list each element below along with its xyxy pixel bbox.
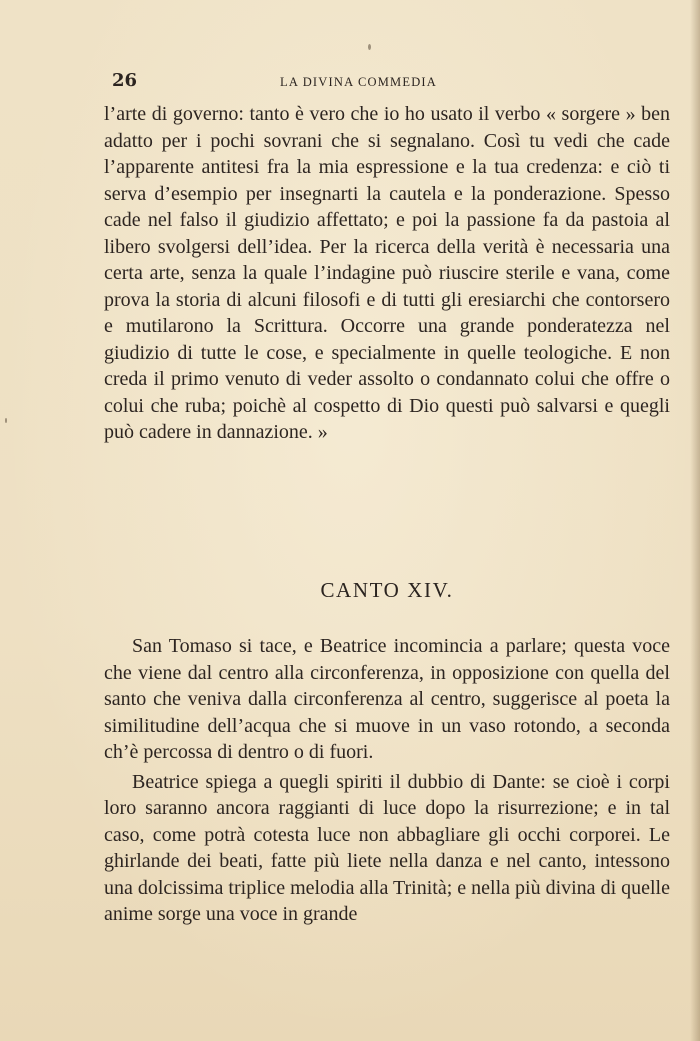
running-header (112, 70, 672, 96)
text-block-canto-summary (104, 633, 670, 928)
paragraph: Beatrice spiega a quegli spiriti il dubbio di Dante: se cioè i corpi loro saranno ancora raggianti di luce dopo la risurrezione; e in tal caso, come potrà cotesta luce non abbagliare gli occhi corporei. Le ghirlande dei beati, fatte più liete nella danza e nel canto, intessono una dolcissima triplice melodia alla Trinità; e nella più divina di quelle anime sorge una voce in grande (104, 770, 670, 925)
paragraph-continued: l’arte di governo: tanto è vero che io ho usato il verbo « sorgere » ben adatto per i pochi sovrani che si segnalano. Così tu vedi che cade l’apparente antitesi fra la mia espressione e la tua credenza: e ciò ti serva d’esempio per insegnarti la cautela e la ponderazione. Spesso cade nel falso il giudizio affettato; e poi la passione fa da pastoia al libero svolgersi dell’idea. Per la ricerca della verità è necessaria una certa arte, senza la quale l’indagine può riuscire sterile e vana, come prova la storia di alcuni filosofi e di tutti gli eresiarchi che contorsero e mutilarono la Scrittura. Occorre una grande ponderatezza nel giudizio di tutte le cose, e specialmente in quelle teologiche. E non creda il primo venuto di veder assolto o condannato colui che offre o colui che ruba; poichè al cospetto di Dio questi può salvarsi e quegli può cadere in dannazione. » (104, 103, 670, 443)
ink-speck (5, 418, 7, 423)
canto-heading: CANTO XIV. (320, 578, 454, 602)
page-edge-shadow (690, 0, 700, 1041)
page-number: 26 (112, 70, 138, 91)
ink-speck (368, 44, 371, 50)
text-block-continued (104, 101, 670, 446)
running-title: LA DIVINA COMMEDIA (280, 75, 438, 89)
paragraph: San Tomaso si tace, e Beatrice incomincia a parlare; questa voce che viene dal centro alla circonferenza, in opposizione con quella del santo che veniva dalla circonferenza al centro, suggerisce al poeta la similitudine dell’acqua che si muove in un vaso rotondo, a seconda ch’è percossa di dentro o di fuori. (104, 635, 670, 763)
